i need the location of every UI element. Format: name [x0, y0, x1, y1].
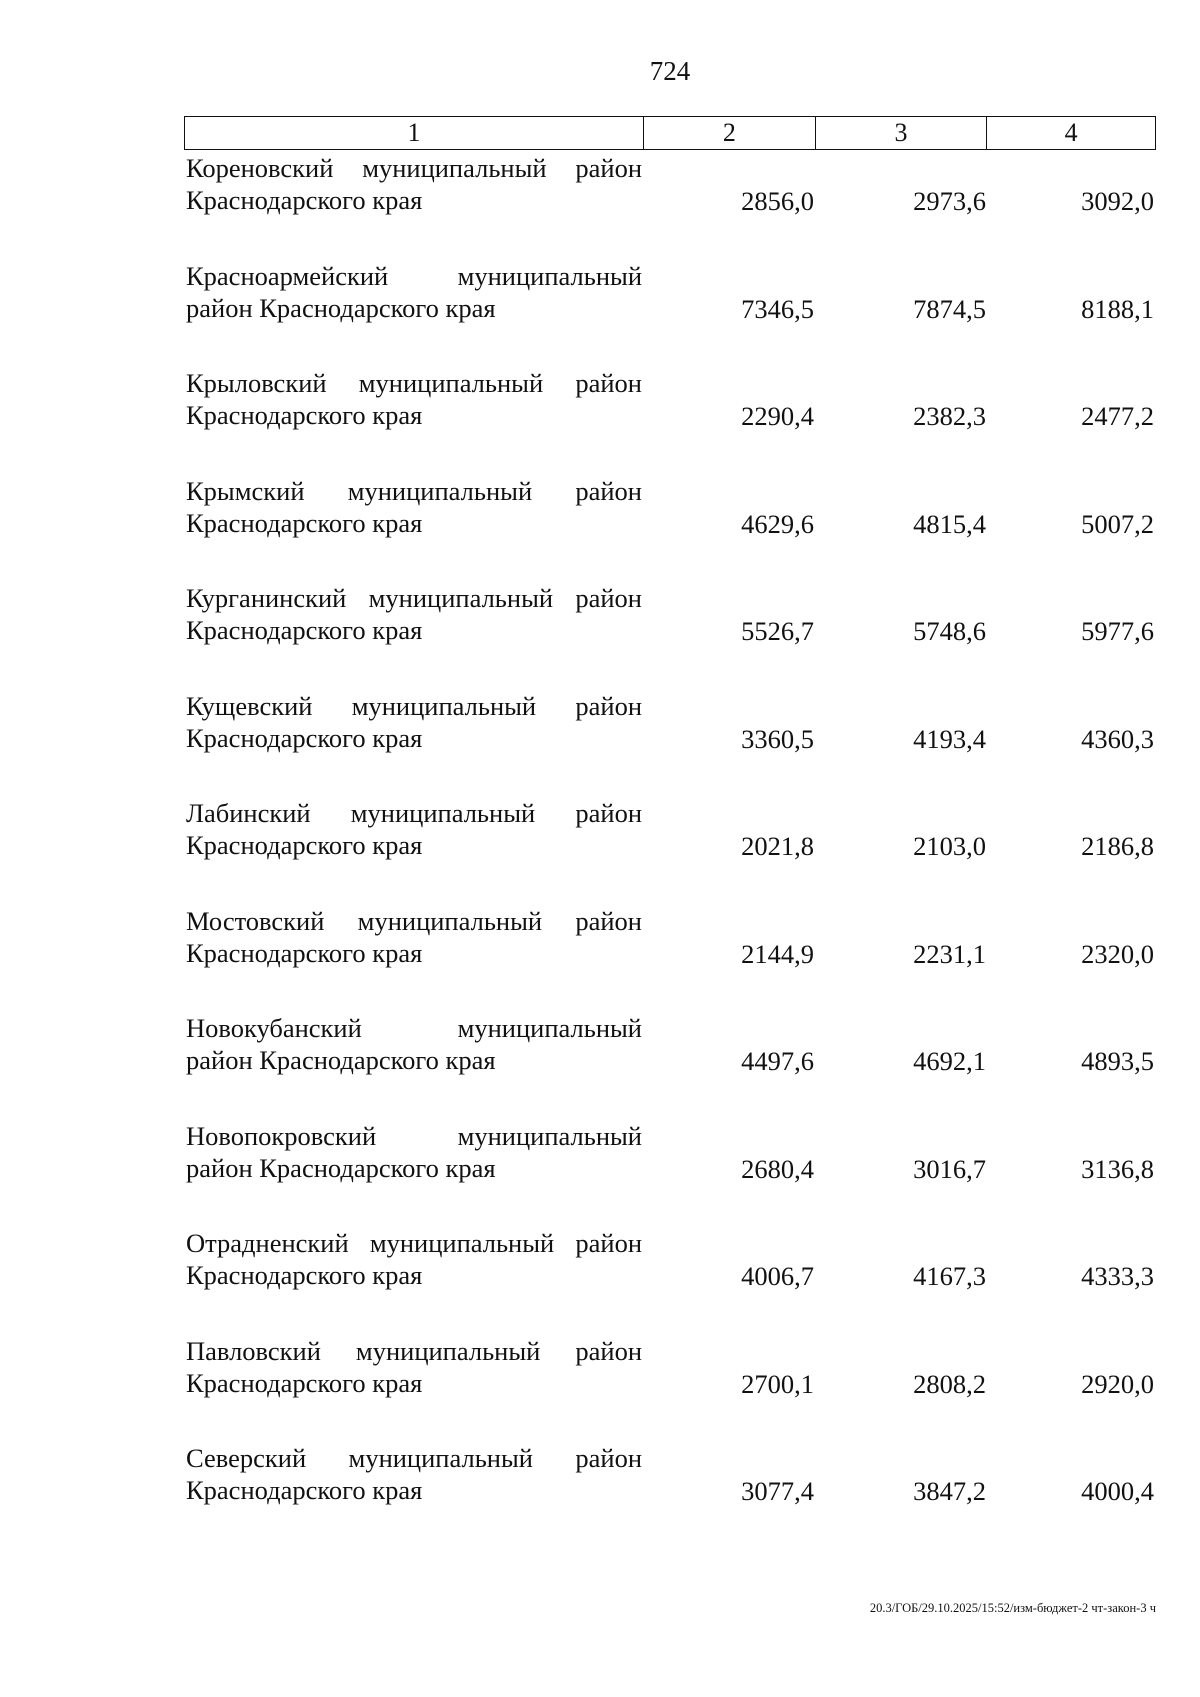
- value-col-4: 2186,8: [1081, 831, 1154, 861]
- value-col-3: 5748,6: [913, 616, 986, 646]
- value-col-4: 3092,0: [1081, 186, 1154, 216]
- header-col-4: 4: [1064, 118, 1078, 147]
- value-col-4: 2920,0: [1081, 1368, 1154, 1399]
- value-col-3: 7874,5: [913, 293, 986, 324]
- value-col-3: 2973,6: [913, 186, 986, 216]
- municipality-name: Лабинский муниципальный район Краснодарского края: [186, 798, 642, 860]
- municipality-name: Кореновский муниципальный район Краснодарского края: [186, 153, 642, 215]
- value-col-2: 2290,4: [741, 401, 814, 431]
- value-col-4: 2320,0: [1081, 938, 1154, 969]
- value-col-4: 8188,1: [1081, 293, 1154, 324]
- value-col-2: 5526,7: [741, 616, 814, 646]
- municipality-name: Красноармейский муниципальный район Краснодарского края: [186, 260, 642, 323]
- value-col-3: 3016,7: [913, 1153, 986, 1184]
- value-col-2: 4497,6: [741, 1046, 814, 1076]
- value-col-2: 2856,0: [741, 186, 814, 216]
- value-col-4: 5977,6: [1081, 616, 1154, 646]
- page-number: 724: [649, 56, 691, 86]
- value-col-2: 3077,4: [741, 1476, 814, 1506]
- header-col-3: 3: [816, 117, 988, 149]
- value-col-4: 2477,2: [1081, 401, 1154, 431]
- value-col-2: 4629,6: [741, 508, 814, 539]
- municipality-name: Курганинский муниципальный район Краснодарского края: [186, 583, 642, 645]
- table-body: [184, 150, 1156, 1548]
- value-col-4: 3136,8: [1081, 1153, 1154, 1184]
- value-col-2: 2700,1: [741, 1368, 814, 1399]
- table-row: [184, 1333, 1156, 1441]
- municipality-name: Кущевский муниципальный район Краснодарского края: [186, 690, 642, 753]
- value-col-4: 4360,3: [1081, 723, 1154, 754]
- table-row: [184, 1118, 1156, 1226]
- table-row: [184, 1225, 1156, 1333]
- value-col-2: 2021,8: [741, 831, 814, 861]
- value-col-3: 2382,3: [913, 401, 986, 431]
- header-col-1: 1: [185, 117, 644, 149]
- municipality-name: Отрадненский муниципальный район Краснодарского края: [186, 1228, 642, 1290]
- table-row: [184, 1010, 1156, 1118]
- value-col-4: 4333,3: [1081, 1261, 1154, 1291]
- value-col-3: 4692,1: [913, 1046, 986, 1076]
- table-row: [184, 688, 1156, 796]
- value-col-3: 4193,4: [913, 723, 986, 754]
- municipality-name: Павловский муниципальный район Краснодарского края: [186, 1335, 642, 1398]
- value-col-3: 2808,2: [913, 1368, 986, 1399]
- value-col-4: 5007,2: [1081, 508, 1154, 539]
- municipality-name: Северский муниципальный район Краснодарского края: [186, 1443, 642, 1505]
- value-col-4: 4893,5: [1081, 1046, 1154, 1076]
- table-row: [184, 258, 1156, 366]
- value-col-3: 4167,3: [913, 1261, 986, 1291]
- municipality-name: Новопокровский муниципальный район Краснодарского края: [186, 1120, 642, 1183]
- table-header: [184, 116, 1156, 150]
- table-row: [184, 795, 1156, 903]
- value-col-3: 2231,1: [913, 938, 986, 969]
- value-col-2: 4006,7: [741, 1261, 814, 1291]
- table-row: [184, 150, 1156, 258]
- municipality-name: Новокубанский муниципальный район Краснодарского края: [186, 1013, 642, 1075]
- value-col-3: 2103,0: [913, 831, 986, 861]
- document-footer-code: 20.3/ГОБ/29.10.2025/15:52/изм-бюджет-2 чт-закон-3 ч: [869, 1601, 1156, 1615]
- value-col-2: 3360,5: [741, 723, 814, 754]
- municipality-name: Крыловский муниципальный район Краснодарского края: [186, 368, 642, 430]
- table-row: [184, 365, 1156, 473]
- table-row: [184, 903, 1156, 1011]
- value-col-4: 4000,4: [1081, 1476, 1154, 1506]
- table-row: [184, 580, 1156, 688]
- table-row: [184, 1440, 1156, 1548]
- value-col-3: 4815,4: [913, 508, 986, 539]
- municipality-name: Крымский муниципальный район Краснодарского края: [186, 475, 642, 538]
- value-col-2: 7346,5: [741, 293, 814, 324]
- value-col-2: 2144,9: [741, 938, 814, 969]
- value-col-2: 2680,4: [741, 1153, 814, 1184]
- header-col-2: 2: [644, 117, 816, 149]
- value-col-3: 3847,2: [913, 1476, 986, 1506]
- table-row: [184, 473, 1156, 581]
- municipality-name: Мостовский муниципальный район Краснодарского края: [186, 905, 642, 968]
